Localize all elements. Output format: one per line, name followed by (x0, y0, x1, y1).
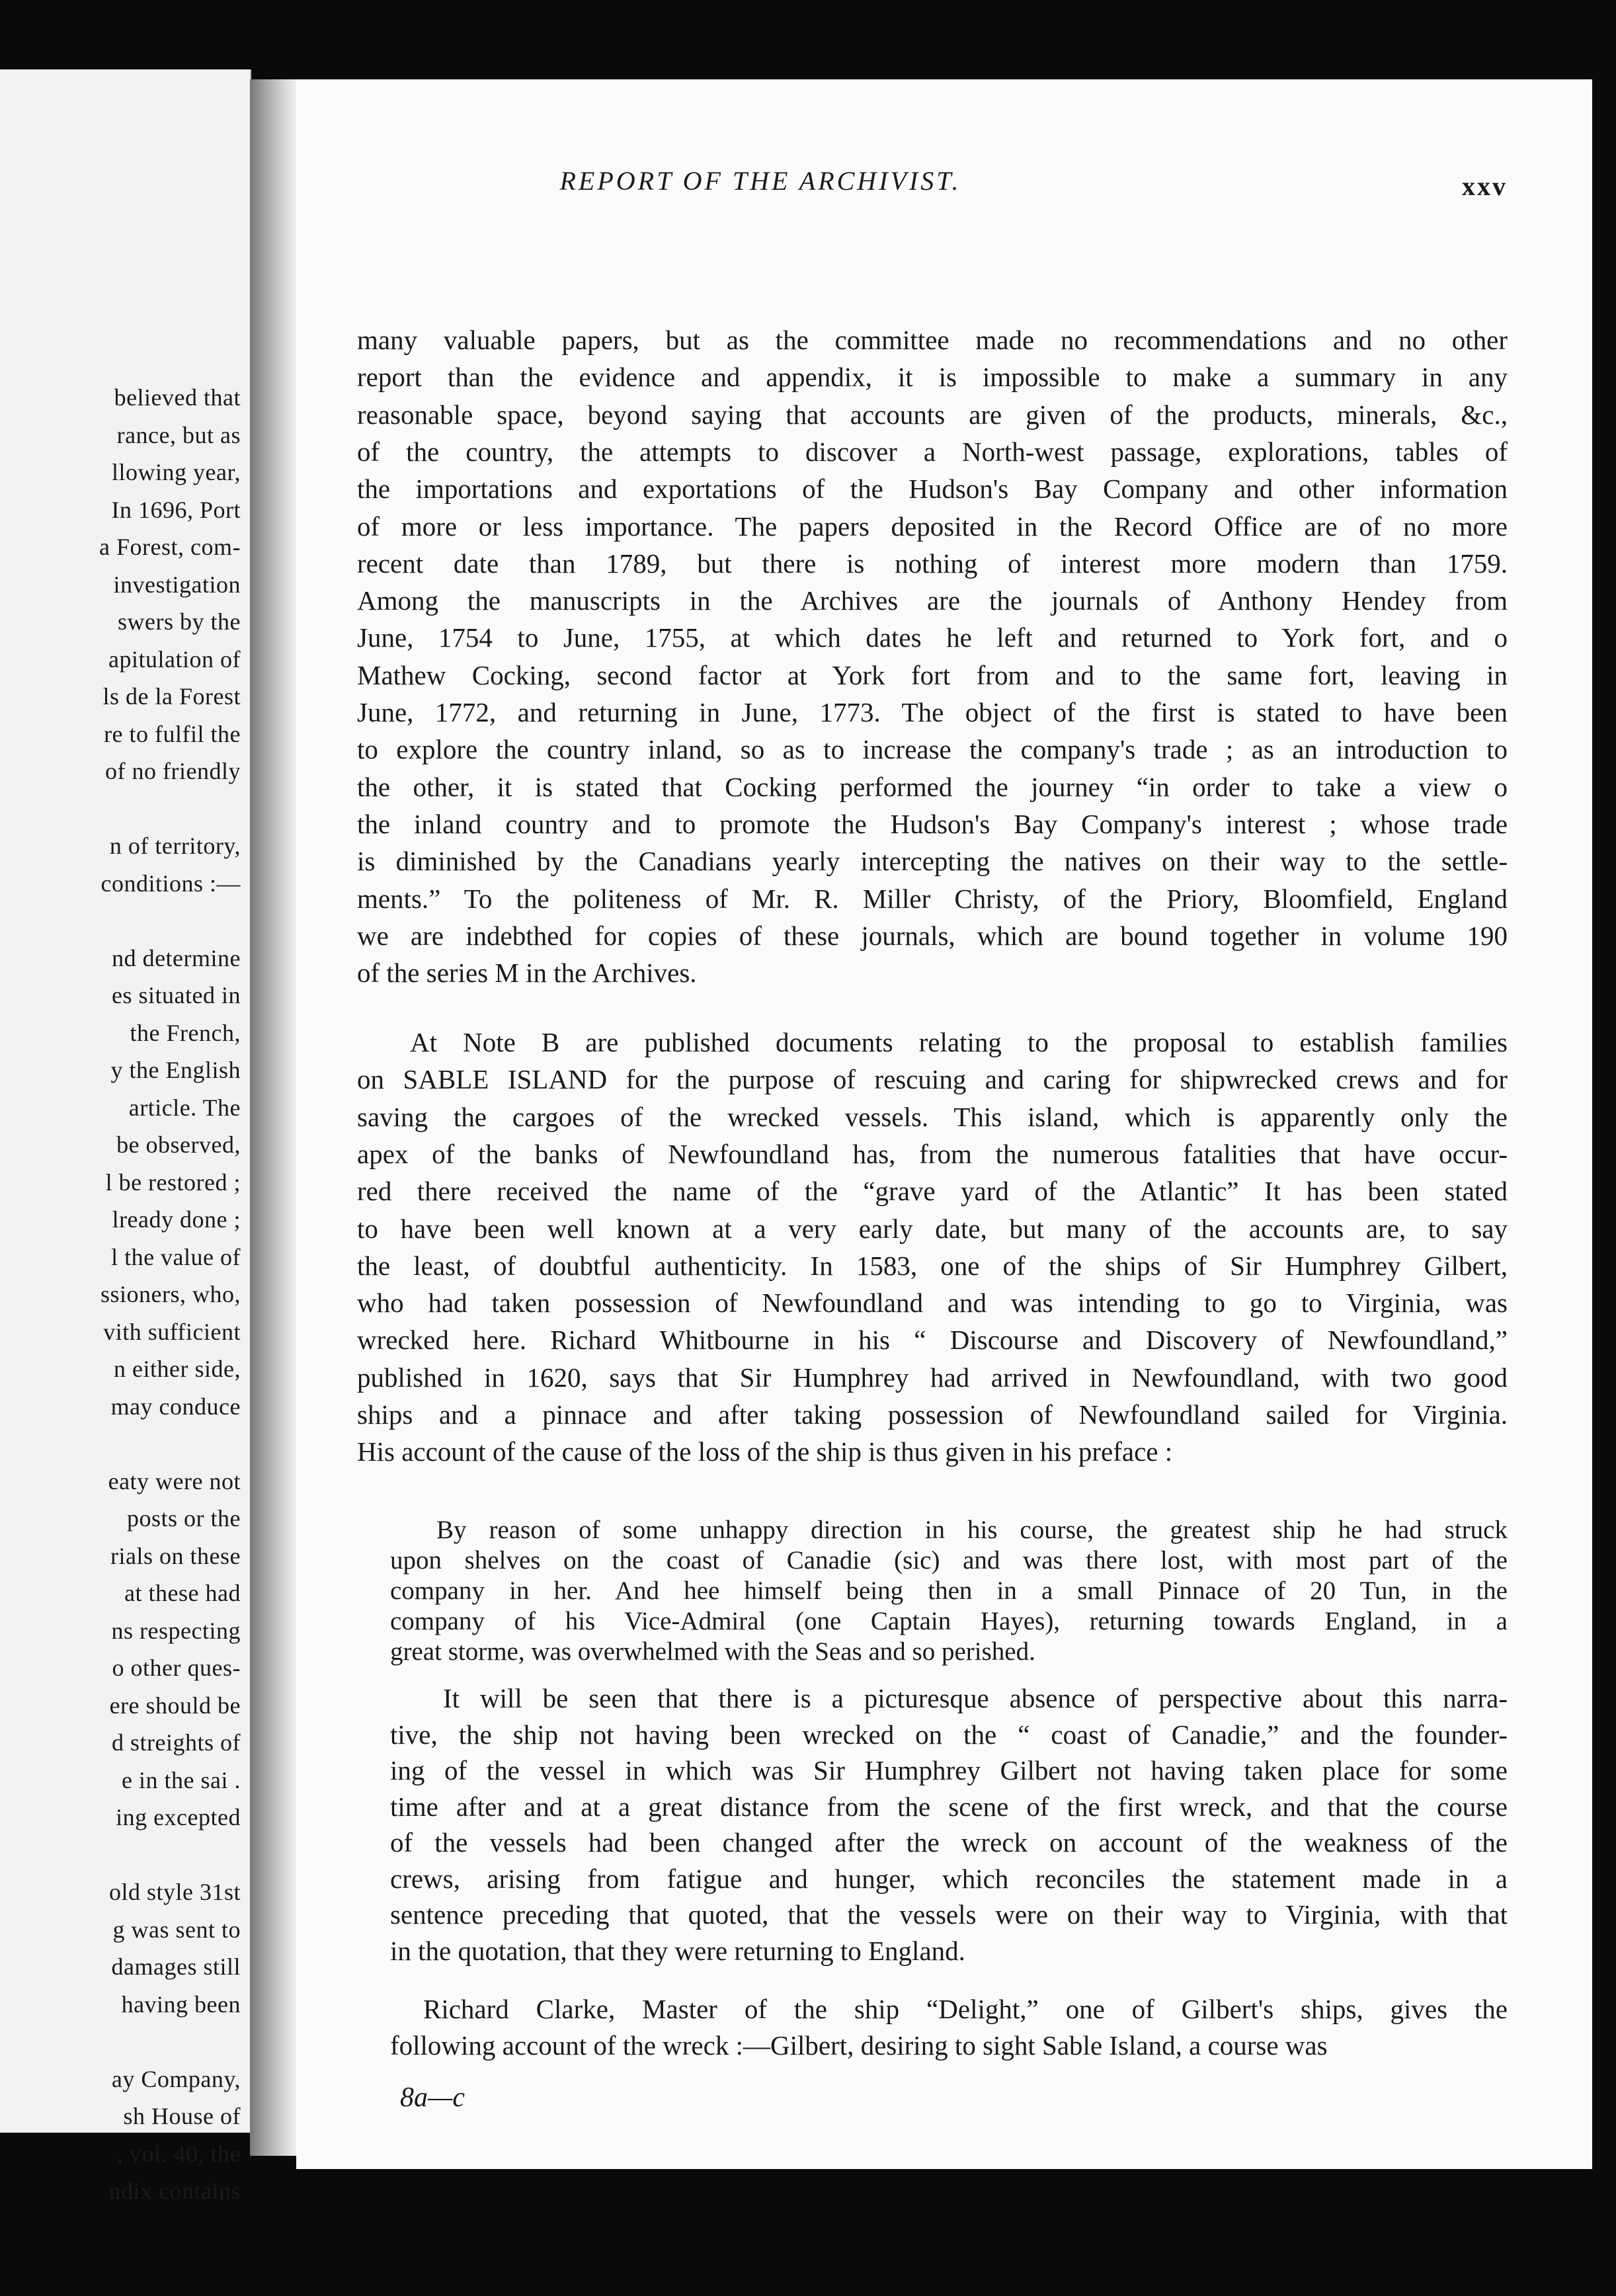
left-page-line: ay Company, (111, 2065, 241, 2092)
left-page-line: conditions :— (101, 870, 241, 897)
text-line: recent date than 1789, but there is nothing of interest more modern than 1759. (357, 548, 1508, 579)
text-line: ing of the vessel in which was Sir Humphrey Gilbert not having taken place for some (390, 1755, 1508, 1785)
left-page-line: rance, but as (116, 421, 241, 448)
left-page-line: ing excepted (116, 1804, 241, 1830)
quote-line: company of his Vice-Admiral (one Captain Hayes), returning towards England, in a (390, 1607, 1508, 1635)
text-line: red there received the name of the “grave yard of the Atlantic” It has been stated (357, 1176, 1508, 1207)
left-page-line: e in the sai . (122, 1766, 241, 1793)
text-line: the inland country and to promote the Hudson's Bay Company's interest ; whose trade (357, 808, 1508, 839)
left-page-line: swers by the (118, 608, 241, 635)
text-line: His account of the cause of the loss of the ship is thus given in his preface : (357, 1436, 1173, 1467)
left-page-line: the French, (130, 1019, 241, 1046)
text-line: of the series M in the Archives. (357, 958, 697, 989)
left-page-line: g was sent to (112, 1916, 241, 1943)
left-page-line: ls de la Forest (102, 683, 241, 710)
text-line: time after and at a great distance from the scene of the first wreck, and that the course (390, 1791, 1508, 1822)
text-line: many valuable papers, but as the committee made no recommendations and no other (357, 325, 1508, 355)
left-page-line: of no friendly (105, 758, 241, 784)
quote-line: upon shelves on the coast of Canadie (sic) and was there lost, with most part of the (390, 1546, 1508, 1575)
left-page-line: llowing year, (111, 459, 241, 485)
left-page-line: n either side, (114, 1356, 241, 1382)
text-line: June, 1754 to June, 1755, at which dates he left and returned to York fort, and o (357, 622, 1508, 653)
page-number: xxv (1462, 171, 1508, 201)
text-line: crews, arising from fatigue and hunger, which reconciles the statement made in a (390, 1863, 1508, 1894)
left-page-line: believed that (114, 384, 241, 411)
left-page-line: rials on these (110, 1542, 241, 1569)
left-page-line: posts or the (127, 1505, 241, 1532)
text-line: the importations and exportations of the Hudson's Bay Company and other information (357, 473, 1508, 505)
left-page-line: In 1696, Port (111, 496, 241, 523)
text-line: of the country, the attempts to discover a North-west passage, explorations, tables of (357, 436, 1508, 467)
left-page-line: old style 31st (108, 1879, 241, 1905)
book-gutter (250, 79, 296, 2156)
text-line: report than the evidence and appendix, it is impossible to make a summary in any (357, 362, 1508, 393)
quote-line: By reason of some unhappy direction in his course, the greatest ship he had struck (436, 1516, 1508, 1544)
left-page-line: apitulation of (108, 645, 241, 673)
left-page-line: at these had (124, 1580, 241, 1606)
left-page-line: n of territory, (109, 833, 241, 859)
left-page-line: eaty were not (108, 1467, 241, 1495)
text-line: published in 1620, says that Sir Humphrey had arrived in Newfoundland, with two good (357, 1362, 1508, 1393)
text-line: we are indebthed for copies of these journals, which are bound together in volume 190 (357, 920, 1508, 951)
quote-line: company in her. And hee himself being then in a small Pinnace of 20 Tun, in the (390, 1577, 1508, 1605)
text-line: wrecked here. Richard Whitbourne in his “ Discourse and Discovery of Newfoundland,” (357, 1325, 1508, 1356)
text-line: on SABLE ISLAND for the purpose of rescuing and caring for shipwrecked crews and for (357, 1064, 1508, 1095)
signature-mark: 8a—c (400, 2082, 465, 2113)
left-page-line: nd determine (112, 944, 241, 971)
text-line: June, 1772, and returning in June, 1773. The object of the first is stated to have been (357, 697, 1508, 727)
text-line: the other, it is stated that Cocking performed the journey “in order to take a view o (357, 771, 1508, 802)
running-head: REPORT OF THE ARCHIVIST. (559, 166, 961, 196)
text-line: to explore the country inland, so as to increase the company's trade ; as an introduction to (357, 734, 1508, 765)
left-page-line: vith sufficient (103, 1318, 241, 1345)
left-page-line: l the value of (111, 1243, 241, 1270)
text-line: tive, the ship not having been wrecked on the “ coast of Canadie,” and the founder- (390, 1719, 1508, 1750)
left-page-line: ere should be (109, 1692, 241, 1719)
left-page-line: ndix contains (108, 2178, 241, 2204)
left-page-line: , vol. 40, the (117, 2140, 241, 2167)
left-page-line: sh House of (123, 2103, 241, 2129)
left-page-line: ns respecting (111, 1617, 241, 1644)
text-line: to have been well known at a very early date, but many of the accounts are, to say (357, 1213, 1508, 1244)
text-line: It will be seen that there is a picturesque absence of perspective about this narra- (443, 1683, 1508, 1713)
text-line: sentence preceding that quoted, that the vessels were on their way to Virginia, with that (390, 1899, 1508, 1930)
left-page-line: es situated in (112, 982, 241, 1008)
text-line: the least, of doubtful authenticity. In 1583, one of the ships of Sir Humphrey Gilbert, (357, 1250, 1508, 1281)
left-facing-page (0, 69, 251, 2204)
left-page-line: may conduce (110, 1393, 241, 1420)
left-page-line: article. The (128, 1094, 241, 1121)
text-line: in the quotation, that they were returning to England. (390, 1935, 965, 1966)
text-line: Mathew Cocking, second factor at York fort from and to the same fort, leaving in (357, 659, 1508, 690)
left-page-line: a Forest, com- (99, 534, 241, 560)
quote-line: great storme, was overwhelmed with the Seas and so perished. (390, 1637, 1035, 1666)
text-line: ments.” To the politeness of Mr. R. Miller Christy, of the Priory, Bloomfield, England (357, 883, 1508, 914)
left-page-line: lready done ; (112, 1206, 241, 1233)
text-line: At Note B are published documents relating to the proposal to establish families (410, 1027, 1508, 1057)
text-line: of more or less importance. The papers deposited in the Record Office are of no more (357, 511, 1508, 542)
left-page-line: d streights of (112, 1729, 241, 1756)
text-line: Among the manuscripts in the Archives are the journals of Anthony Hendey from (357, 585, 1508, 616)
left-page-line: having been (121, 1990, 241, 2018)
left-page-line: damages still (111, 1953, 241, 1980)
left-page-line: y the English (110, 1057, 241, 1083)
left-page-line: investigation (113, 571, 241, 598)
text-line: is diminished by the Canadians yearly intercepting the natives on their way to the settle- (357, 846, 1508, 877)
left-page-line: ssioners, who, (101, 1281, 241, 1307)
text-line: Richard Clarke, Master of the ship “Delight,” one of Gilbert's ships, gives the (423, 1994, 1508, 2024)
left-page-line: l be restored ; (105, 1168, 241, 1196)
text-line: who had taken possession of Newfoundland and was intending to go to Virginia, was (357, 1288, 1508, 1319)
left-page-line: o other ques- (112, 1655, 241, 1681)
left-page-line: re to fulfil the (104, 720, 241, 747)
text-line: saving the cargoes of the wrecked vessels. This island, which is apparently only the (357, 1101, 1508, 1132)
text-line: reasonable space, beyond saying that accounts are given of the products, minerals, &c., (357, 399, 1508, 430)
text-line: apex of the banks of Newfoundland has, from the numerous fatalities that have occur- (357, 1138, 1508, 1169)
text-line: of the vessels had been changed after the wreck on account of the weakness of the (390, 1827, 1508, 1858)
text-line: ships and a pinnace and after taking possession of Newfoundland sailed for Virginia. (357, 1399, 1508, 1430)
text-line: following account of the wreck :—Gilbert, desiring to sight Sable Island, a course was (390, 2030, 1328, 2061)
left-page-line: be observed, (116, 1131, 241, 1158)
